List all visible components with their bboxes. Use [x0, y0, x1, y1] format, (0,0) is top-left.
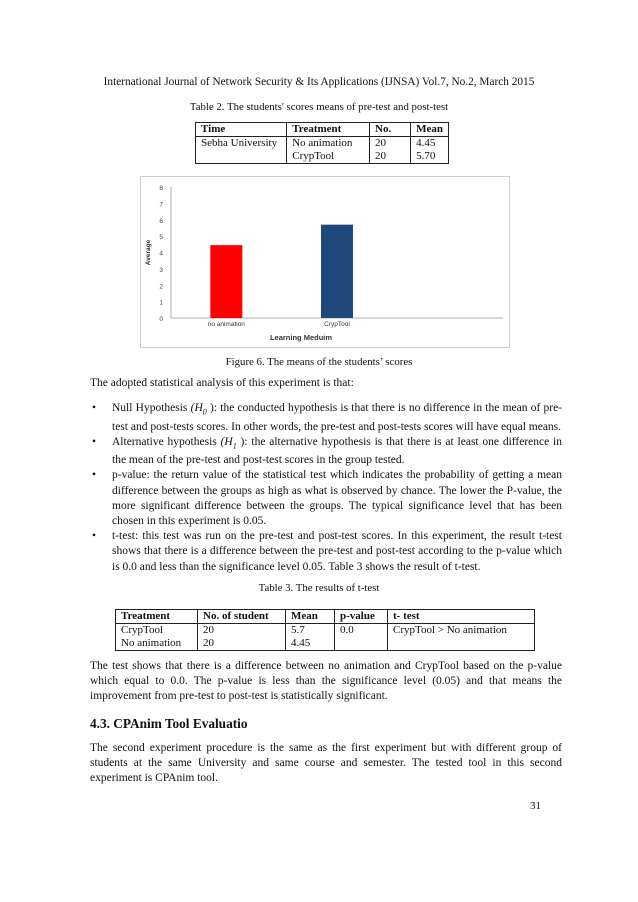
y-tick-label: 1	[159, 299, 163, 307]
table2-header-time: Time	[196, 123, 287, 137]
table2-header-treatment: Treatment	[287, 123, 370, 137]
table2-cell	[196, 150, 287, 164]
table3	[115, 609, 535, 651]
bullet-icon: •	[92, 530, 97, 543]
table3-header-students: No. of student	[198, 610, 286, 624]
bullet-text: the alternative hypothesis is that there is at least one difference in the mean of the pre-test and post-test scores in the group tested.	[112, 435, 563, 467]
bullet-symbol-close: ):	[236, 435, 248, 448]
table3-cell: CrypTool	[116, 624, 198, 638]
bar-chart-frame	[140, 176, 510, 348]
x-tick-label: no animation	[207, 321, 245, 328]
list-item	[90, 401, 562, 435]
bullet-symbol-close: ):	[206, 402, 218, 414]
table3-header-row	[116, 610, 535, 624]
list-item	[90, 435, 562, 469]
y-tick-label: 3	[159, 266, 163, 274]
y-tick-label: 6	[159, 217, 163, 225]
table2-header-row	[196, 123, 449, 137]
x-axis-title: Learning Meduim	[269, 333, 333, 342]
table3-caption: Table 3. The results of t-test	[258, 582, 380, 594]
y-tick-label: 5	[159, 234, 163, 242]
table2-header-no: No.	[370, 123, 411, 137]
bullet-symbol: (H	[220, 435, 233, 448]
table3-cell: 5.7	[286, 624, 335, 638]
bar-no-animation	[210, 245, 242, 318]
bar-cryptool	[321, 225, 353, 318]
y-tick-label: 4	[159, 250, 163, 258]
table2-cell: No animation	[287, 137, 370, 151]
bullet-subscript: 0	[202, 407, 207, 417]
table-row	[196, 150, 449, 164]
bullet-subscript: 1	[232, 441, 237, 450]
result-paragraph: The test shows that there is a difference between no animation and CrypTool based on the p-value which equal to 0.0. The p-value is less than the significance level (0.05) and that means the improvement from pre-test to post-test is statistically significant.	[90, 660, 562, 703]
table2-cell: 20	[370, 150, 411, 164]
table3-cell: 0.0	[335, 624, 388, 638]
bullet-text: p-value: the return value of the statistical test which indicates the probability of getting a mean difference between the groups as high as what is observed by chance. The lower the P-value, the more significant difference between the groups. The typical significance level that has been chosen in this experiment is 0.05.	[112, 469, 562, 528]
table2-header-mean: Mean	[411, 123, 449, 137]
table3-cell	[335, 637, 388, 651]
list-item	[90, 468, 562, 529]
bar-chart	[141, 177, 509, 347]
y-tick-label: 2	[159, 283, 163, 291]
table3-cell: No animation	[116, 637, 198, 651]
table3-header-pvalue: p-value	[335, 610, 388, 624]
table3-header-ttest: t- test	[388, 610, 535, 624]
table3-cell: 20	[198, 637, 286, 651]
figure-caption: Figure 6. The means of the students’ scores	[225, 356, 413, 368]
y-tick-label: 7	[159, 201, 163, 209]
table2-cell: 20	[370, 137, 411, 151]
table2	[195, 122, 449, 164]
table2-cell: Sebha University	[196, 137, 287, 151]
table3-cell: 20	[198, 624, 286, 638]
table3-cell	[388, 637, 535, 651]
y-tick-label: 0	[159, 316, 163, 323]
table-row	[116, 637, 535, 651]
bullet-label: Null Hypothesis	[112, 402, 188, 414]
table-row	[196, 137, 449, 151]
final-paragraph: The second experiment procedure is the same as the first experiment but with different group of students at the same University and same course and semester. The tested tool in this second experiment is CPAnim tool.	[90, 742, 562, 785]
y-tick-label: 8	[159, 185, 163, 192]
bullet-text: the conducted hypothesis is that there is no difference in the mean of pre-test and post-tests scores. In other words, the pre-test and post-tests scores will have equal means.	[112, 402, 562, 433]
bullet-icon: •	[92, 469, 97, 482]
table3-header-treatment: Treatment	[116, 610, 198, 624]
intro-paragraph: The adopted statistical analysis of this experiment is that:	[90, 377, 354, 389]
section-heading: 4.3. CPAnim Tool Evaluatio	[90, 716, 248, 731]
bullet-text: t-test: this test was run on the pre-test and post-test scores. In this experiment, the result t-test shows that there is a difference between the pre-test and post-test according to the p-value which is 0.0 and less than the significance level 0.05. Table 3 shows the result of t-test.	[112, 530, 562, 573]
table2-cell: CrypTool	[287, 150, 370, 164]
table2-cell: 4.45	[411, 137, 449, 151]
table3-cell: 4.45	[286, 637, 335, 651]
bullet-icon: •	[92, 435, 97, 448]
bullet-symbol: (H	[190, 402, 203, 414]
table3-header-mean: Mean	[286, 610, 335, 624]
table3-cell: CrypTool > No animation	[388, 624, 535, 638]
page-number: 31	[530, 800, 541, 812]
table2-cell: 5.70	[411, 150, 449, 164]
journal-header: International Journal of Network Security & Its Applications (IJNSA) Vol.7, No.2, March 2015	[103, 76, 535, 88]
y-axis-title: Average	[145, 239, 152, 266]
hypothesis-list	[90, 401, 562, 575]
bullet-icon: •	[92, 402, 97, 414]
list-item	[90, 529, 562, 575]
x-tick-label: CrypTool	[324, 321, 350, 328]
table2-caption: Table 2. The students' scores means of pre-test and post-test	[189, 101, 449, 113]
bullet-label: Alternative hypothesis	[112, 435, 217, 448]
table-row	[116, 624, 535, 638]
